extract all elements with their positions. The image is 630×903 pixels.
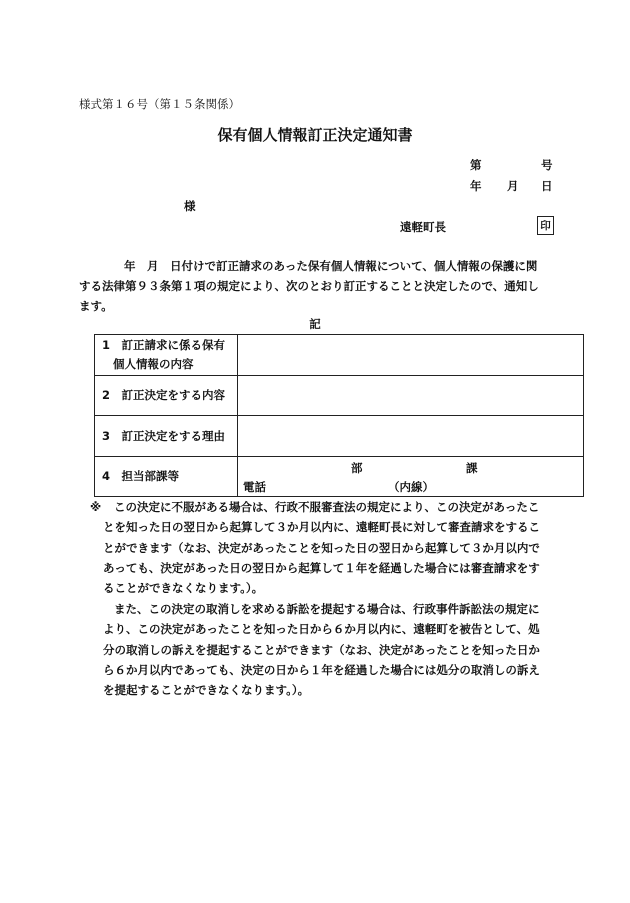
notice-line: とができます（なお、決定があったことを知った日の翌日から起算して３か月以内で <box>103 541 540 555</box>
notice-line: あっても、決定があった日の翌日から起算して１年を経過した場合には審査請求をす <box>103 561 540 575</box>
notice-line: を提起することができなくなります。）。 <box>103 683 310 697</box>
row-value-correction-content <box>238 376 584 416</box>
department-ka-label: 課 <box>466 460 478 475</box>
notice-line: より、この決定があったことを知った日から６か月以内に、遠軽町を被告として、処 <box>103 622 540 636</box>
recipient-honorific: 様 <box>184 199 196 213</box>
notice-line: 分の取消しの訴えを提起することができます（なお、決定があったことを知った日か <box>103 643 540 657</box>
row-label-correction-reason <box>95 416 238 457</box>
notice-line: また、この決定の取消しを求める訴訟を提起する場合は、行政事件訴訟法の規定に <box>114 602 540 616</box>
body-line-3: ます。 <box>79 299 113 313</box>
row-label-department <box>95 457 238 497</box>
row-value-correction-reason <box>238 416 584 457</box>
row-label-line: 3 訂正決定をする理由 <box>102 428 226 443</box>
body-line-1: 年 月 日付けで訂正請求のあった保有個人情報について、個人情報の保護に関 <box>124 259 538 273</box>
details-table <box>94 334 584 497</box>
sender-name: 遠軽町長 <box>400 220 446 234</box>
date-year-label: 年 <box>470 179 482 193</box>
form-number: 様式第１６号（第１５条関係） <box>79 97 240 111</box>
body-line-2: する法律第９３条第１項の規定により、次のとおり訂正することと決定したので、通知し <box>79 279 539 293</box>
notice-mark: ※ <box>90 500 102 514</box>
row-label-line: 1 訂正請求に係る保有 <box>102 338 226 352</box>
row-label-line: 4 担当部課等 <box>102 469 180 483</box>
table-row <box>95 376 584 416</box>
telephone-label: 電話 <box>243 479 266 494</box>
notice-line: ら６か月以内であっても、決定の日から１年を経過した場合には処分の取消しの訴え <box>103 663 540 677</box>
ki-heading: 記 <box>309 317 321 331</box>
document-number-suffix: 号 <box>541 158 553 172</box>
document-title: 保有個人情報訂正決定通知書 <box>217 126 413 144</box>
table-row <box>95 416 584 457</box>
table-row <box>95 457 584 497</box>
notice-line: この決定に不服がある場合は、行政不服審査法の規定により、この決定があったこ <box>114 500 540 514</box>
extension-label: （内線） <box>388 479 434 494</box>
notice-line: とを知った日の翌日から起算して３か月以内に、遠軽町長に対して審査請求をするこ <box>103 520 540 534</box>
date-day-label: 日 <box>541 179 553 193</box>
row-value-info-content <box>238 335 584 376</box>
row-label-line: 個人情報の内容 <box>113 357 194 371</box>
row-value-department <box>238 457 584 497</box>
date-month-label: 月 <box>507 179 519 193</box>
row-label-line: 2 訂正決定をする内容 <box>102 388 226 402</box>
row-label-info-content <box>95 335 238 376</box>
seal-mark: 印 <box>537 216 554 235</box>
table-row <box>95 335 584 376</box>
row-label-correction-content <box>95 376 238 416</box>
document-number-prefix: 第 <box>470 158 482 172</box>
notice-line: ることができなくなります。）。 <box>103 581 264 595</box>
department-bu-label: 部 <box>351 460 363 475</box>
